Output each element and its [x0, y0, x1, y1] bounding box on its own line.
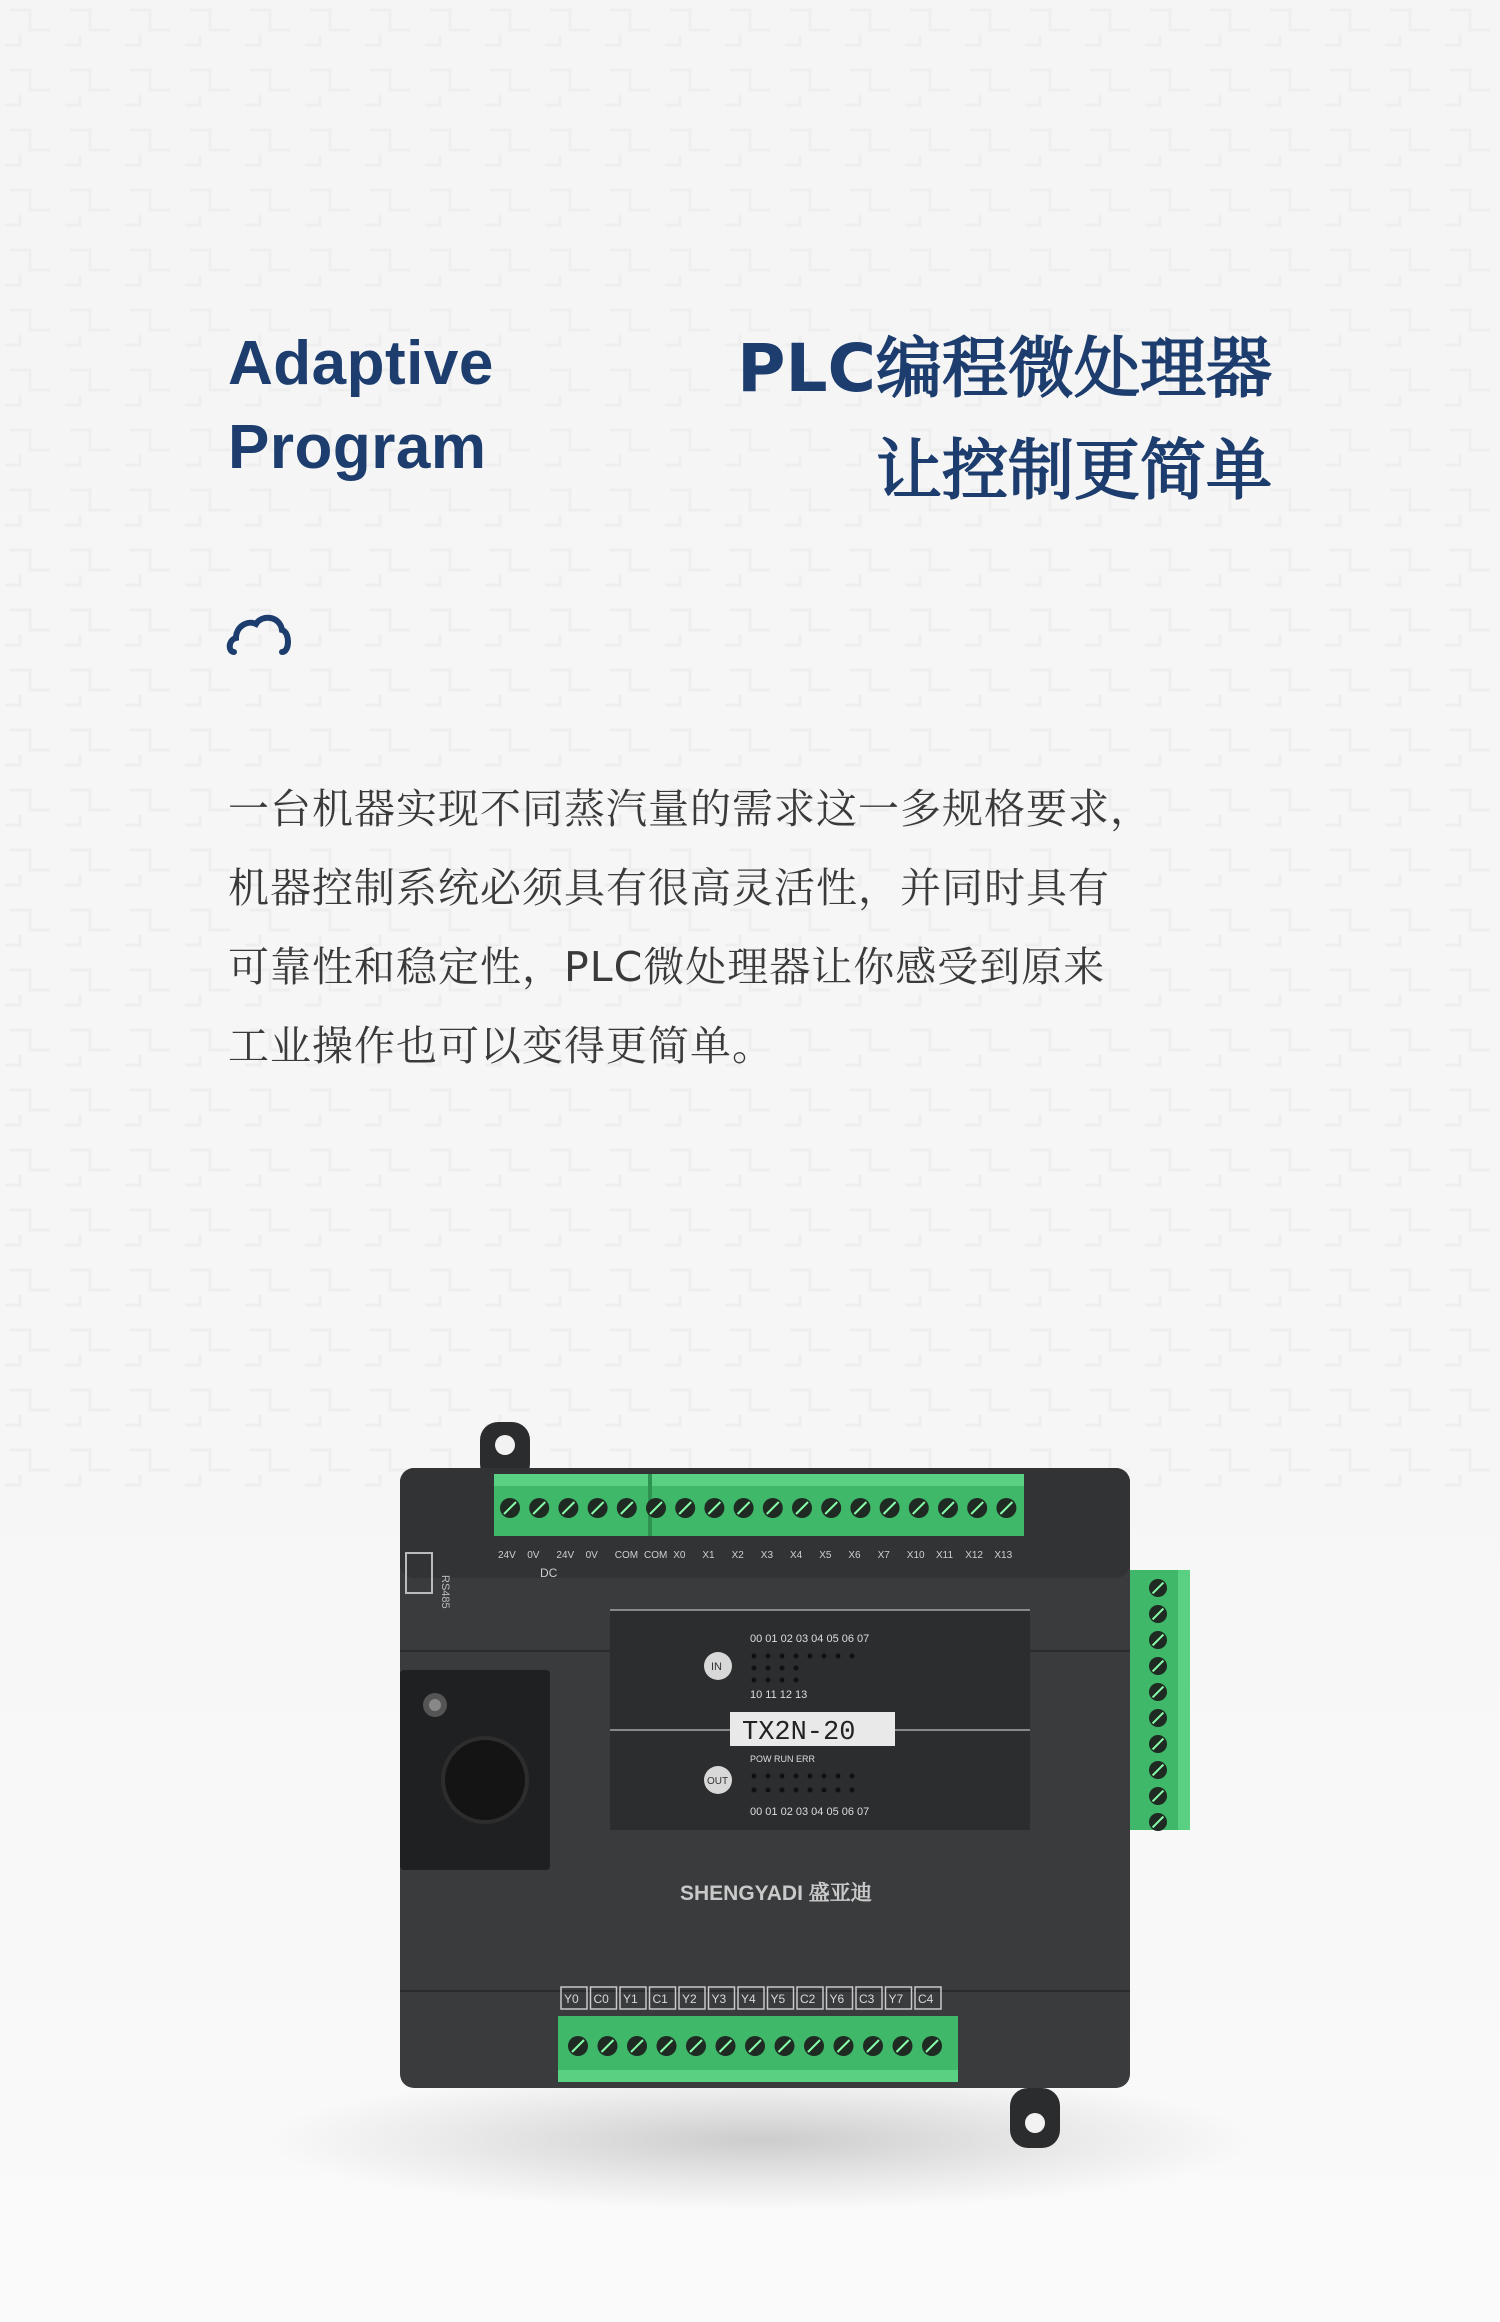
top-terminal-label: COM [614, 1550, 639, 1561]
dc-label: DC [540, 1566, 558, 1580]
english-title-line1: Adaptive [228, 329, 494, 398]
led [766, 1774, 771, 1779]
mount-tab-bottom [1010, 2088, 1060, 2148]
led [766, 1678, 771, 1683]
led [850, 1654, 855, 1659]
led [766, 1654, 771, 1659]
bottom-terminal-label: Y5 [770, 1992, 786, 2006]
top-terminal-label: 0V [585, 1550, 598, 1561]
chinese-title [572, 318, 1272, 522]
bottom-terminal-label: C1 [652, 1992, 668, 2006]
top-terminal-label: X13 [994, 1550, 1013, 1561]
side-terminal-block [1130, 1570, 1190, 1831]
bottom-terminal-label: C0 [593, 1992, 609, 2006]
top-terminal-label: X10 [906, 1550, 925, 1561]
bottom-terminal-label: C4 [918, 1992, 934, 2006]
description-text [228, 770, 1278, 1086]
led [822, 1774, 827, 1779]
led [780, 1666, 785, 1671]
top-terminal-label: X11 [936, 1550, 954, 1561]
led [780, 1654, 785, 1659]
led [850, 1774, 855, 1779]
cloud-icon [226, 608, 292, 658]
chinese-title-line1: PLC编程微处理器 [737, 330, 1272, 407]
description-line3: 可靠性和稳定性，PLC微处理器让你感受到原来 [228, 943, 1106, 991]
led [752, 1774, 757, 1779]
top-terminal-label: X0 [673, 1550, 686, 1561]
bottom-terminal-label: Y0 [564, 1992, 579, 2006]
in-badge-label: IN [711, 1661, 722, 1673]
bottom-terminal-label: C3 [859, 1992, 875, 2006]
led [808, 1654, 813, 1659]
led [822, 1788, 827, 1793]
bottom-terminal-label: C2 [800, 1992, 816, 2006]
led [752, 1666, 757, 1671]
top-terminal-label: 24V [556, 1550, 575, 1561]
top-terminal-label: X6 [848, 1550, 861, 1561]
description-line1: 一台机器实现不同蒸汽量的需求这一多规格要求， [228, 785, 1152, 833]
description-line2: 机器控制系统必须具有很高灵活性，并同时具有 [228, 864, 1110, 912]
led [752, 1654, 757, 1659]
led [780, 1678, 785, 1683]
top-terminal-label: X4 [790, 1550, 803, 1561]
led [780, 1788, 785, 1793]
rs485-label: RS485 [439, 1575, 451, 1609]
model-label: TX2N-20 [742, 1718, 856, 1748]
in-row1-label: 00 01 02 03 04 05 06 07 [750, 1633, 870, 1645]
led [780, 1774, 785, 1779]
led [808, 1788, 813, 1793]
top-terminal-label: 24V [498, 1550, 516, 1561]
status-labels: POW RUN ERR [750, 1754, 815, 1764]
led [794, 1788, 799, 1793]
led [822, 1654, 827, 1659]
led [808, 1774, 813, 1779]
out-badge-label: OUT [707, 1776, 729, 1787]
in-row2-label: 10 11 12 13 [750, 1689, 808, 1701]
top-terminal-label: X1 [702, 1550, 715, 1561]
round-connector [443, 1738, 527, 1822]
chinese-title-line2: 让控制更简单 [876, 432, 1272, 509]
led [836, 1774, 841, 1779]
led [794, 1666, 799, 1671]
bottom-terminal-label: Y2 [682, 1992, 697, 2006]
led [766, 1788, 771, 1793]
description-line4: 工业操作也可以变得更简单。 [228, 1022, 774, 1070]
bottom-terminal-label: Y1 [623, 1992, 638, 2006]
bottom-terminal-label: Y3 [711, 1992, 727, 2006]
led [850, 1788, 855, 1793]
top-terminal-label: COM [644, 1550, 668, 1561]
out-row-label: 00 01 02 03 04 05 06 07 [750, 1806, 870, 1818]
top-terminal-label: X7 [877, 1550, 890, 1561]
led [752, 1678, 757, 1683]
top-terminal-block [494, 1474, 1024, 1536]
top-terminal-label: X12 [965, 1550, 983, 1561]
bottom-terminal-label: Y6 [829, 1992, 845, 2006]
led [766, 1666, 771, 1671]
plc-device-image [380, 1420, 1230, 2150]
top-terminal-label: X2 [731, 1550, 744, 1561]
english-title-line2: Program [228, 413, 487, 482]
led [752, 1788, 757, 1793]
brand-label: SHENGYADI 盛亚迪 [680, 1882, 872, 1905]
led [836, 1788, 841, 1793]
top-terminal-label: X3 [760, 1550, 774, 1561]
top-terminal-label: X5 [819, 1550, 832, 1561]
led [836, 1654, 841, 1659]
top-terminal-label: 0V [527, 1550, 540, 1561]
led [794, 1654, 799, 1659]
bottom-terminal-block [558, 2016, 958, 2082]
led [794, 1678, 799, 1683]
led [794, 1774, 799, 1779]
bottom-terminal-label: Y7 [888, 1992, 904, 2006]
bottom-terminal-label: Y4 [741, 1992, 756, 2006]
